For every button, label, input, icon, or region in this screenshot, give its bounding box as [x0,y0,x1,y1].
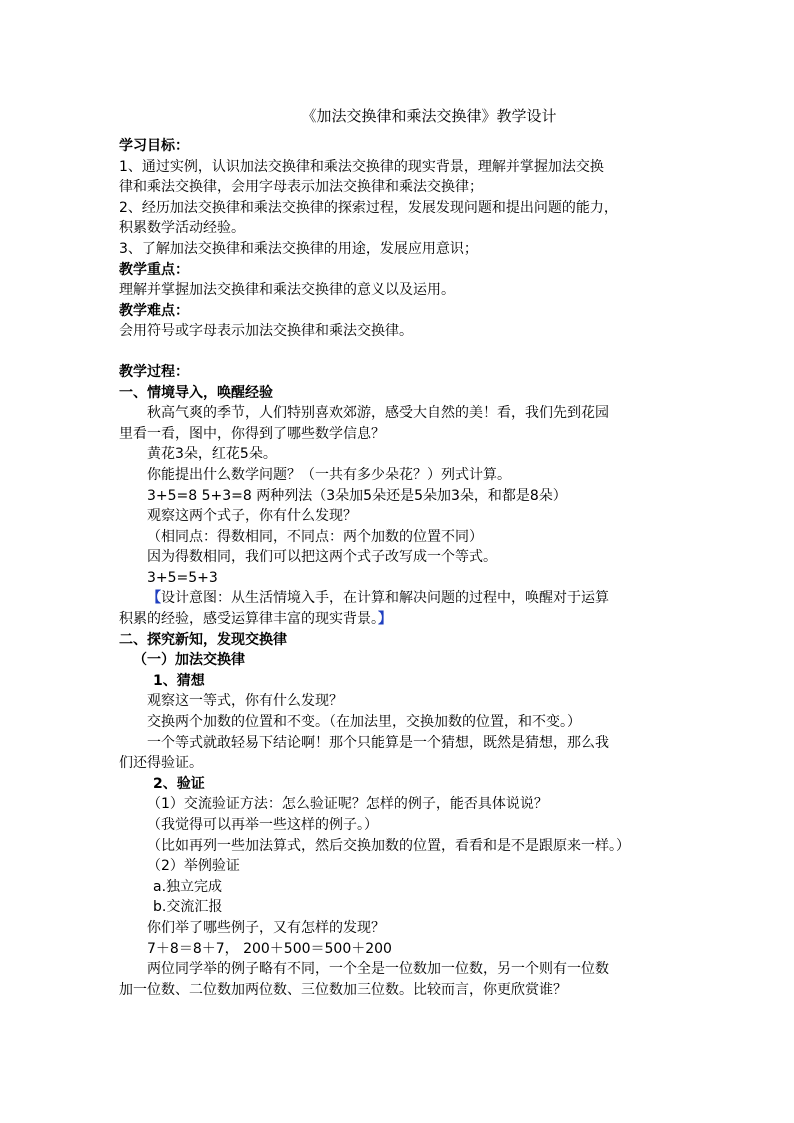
section1-line: 秋高气爽的季节，人们特别喜欢郊游，感受大自然的美！看，我们先到花园 [147,405,609,422]
goals-line: 律和乘法交换律，会用字母表示加法交换律和乘法交换律； [119,179,483,196]
section1-line: 你能提出什么数学问题？（一共有多少朵花？）列式计算。 [147,466,511,483]
verify-line: （我觉得可以再举一些这样的例子。） [147,817,378,833]
process-heading: 教学过程： [119,363,189,380]
document-page [119,104,699,1000]
difficulty-heading: 教学难点： [119,302,189,319]
verify-line: （2）举例验证 [147,858,240,875]
section1-line: 里看一看，图中，你得到了哪些数学信息？ [119,425,385,442]
verify-line: a.独立完成 [153,878,223,895]
section1-line: 因为得数相同，我们可以把这两个式子改写成一个等式。 [147,549,497,566]
goals-heading: 学习目标： [119,138,189,154]
subsection-heading: （一）加法交换律 [133,652,245,669]
guess-line: 交换两个加数的位置和不变。（在加法里，交换加数的位置，和不变。） [147,714,581,731]
section1-line: 3+5=5+3 [147,569,218,586]
document-title: 《加法交换律和乘法交换律》教学设计 [301,107,557,125]
verify-line: b.交流汇报 [153,899,223,916]
goals-line: 积累数学活动经验。 [119,220,245,237]
note-text: 设计意图：从生活情境入手，在计算和解决问题的过程中，唤醒对于运算 [161,590,609,607]
note-text: 积累的经验，感受运算律丰富的现实背景。 [119,611,378,628]
verify-line: 你们举了哪些例子，又有怎样的发现？ [147,919,385,936]
guess-heading: 1、猜想 [153,672,205,689]
key-point-heading: 教学重点： [119,261,189,278]
guess-line: 一个等式就敢轻易下结论啊！那个只能算是一个猜想，既然是猜想，那么我 [147,734,609,751]
goals-line: 3、了解加法交换律和乘法交换律的用途，发展应用意识； [119,240,478,257]
section1-line: 黄花3朵，红花5朵。 [147,446,277,463]
verify-line: 7＋8＝8＋7， 200＋500＝500＋200 [147,940,392,957]
key-point-text: 理解并掌握加法交换律和乘法交换律的意义以及运用。 [119,282,455,299]
section1-line: 观察这两个式子，你有什么发现？ [147,508,357,525]
section1-heading: 一、情境导入，唤醒经验 [119,384,273,401]
note-open-bracket: 【 [147,590,161,607]
section1-line: （相同点：得数相同，不同点：两个加数的位置不同） [147,528,483,545]
design-intent-note [119,609,699,630]
guess-line: 们还得验证。 [119,755,203,772]
note-close-bracket: 】 [378,611,392,628]
guess-line: 观察这一等式，你有什么发现？ [147,693,343,710]
goals-line: 2、经历加法交换律和乘法交换律的探索过程，发展发现问题和提出问题的能力， [119,199,618,216]
blank-line [119,342,699,362]
verify-line: （1）交流验证方法：怎么验证呢？怎样的例子，能否具体说说？ [147,796,548,813]
verify-line: 两位同学举的例子略有不同，一个全是一位数加一位数，另一个则有一位数 [147,961,609,978]
difficulty-text: 会用符号或字母表示加法交换律和乘法交换律。 [119,323,413,340]
verify-heading: 2、验证 [153,775,205,792]
verify-line: （比如再列一些加法算式，然后交换加数的位置，看看和是不是跟原来一样。） [147,837,630,854]
section1-line: 3+5=8 5+3=8 两种列法（3朵加5朵还是5朵加3朵，和都是8朵） [147,487,567,504]
goals-line: 1、通过实例，认识加法交换律和乘法交换律的现实背景，理解并掌握加法交换 [119,158,604,175]
verify-line: 加一位数、二位数加两位数、三位数加三位数。比较而言，你更欣赏谁？ [119,981,567,998]
section2-heading: 二、探究新知，发现交换律 [119,631,287,648]
design-intent-note [119,588,699,609]
